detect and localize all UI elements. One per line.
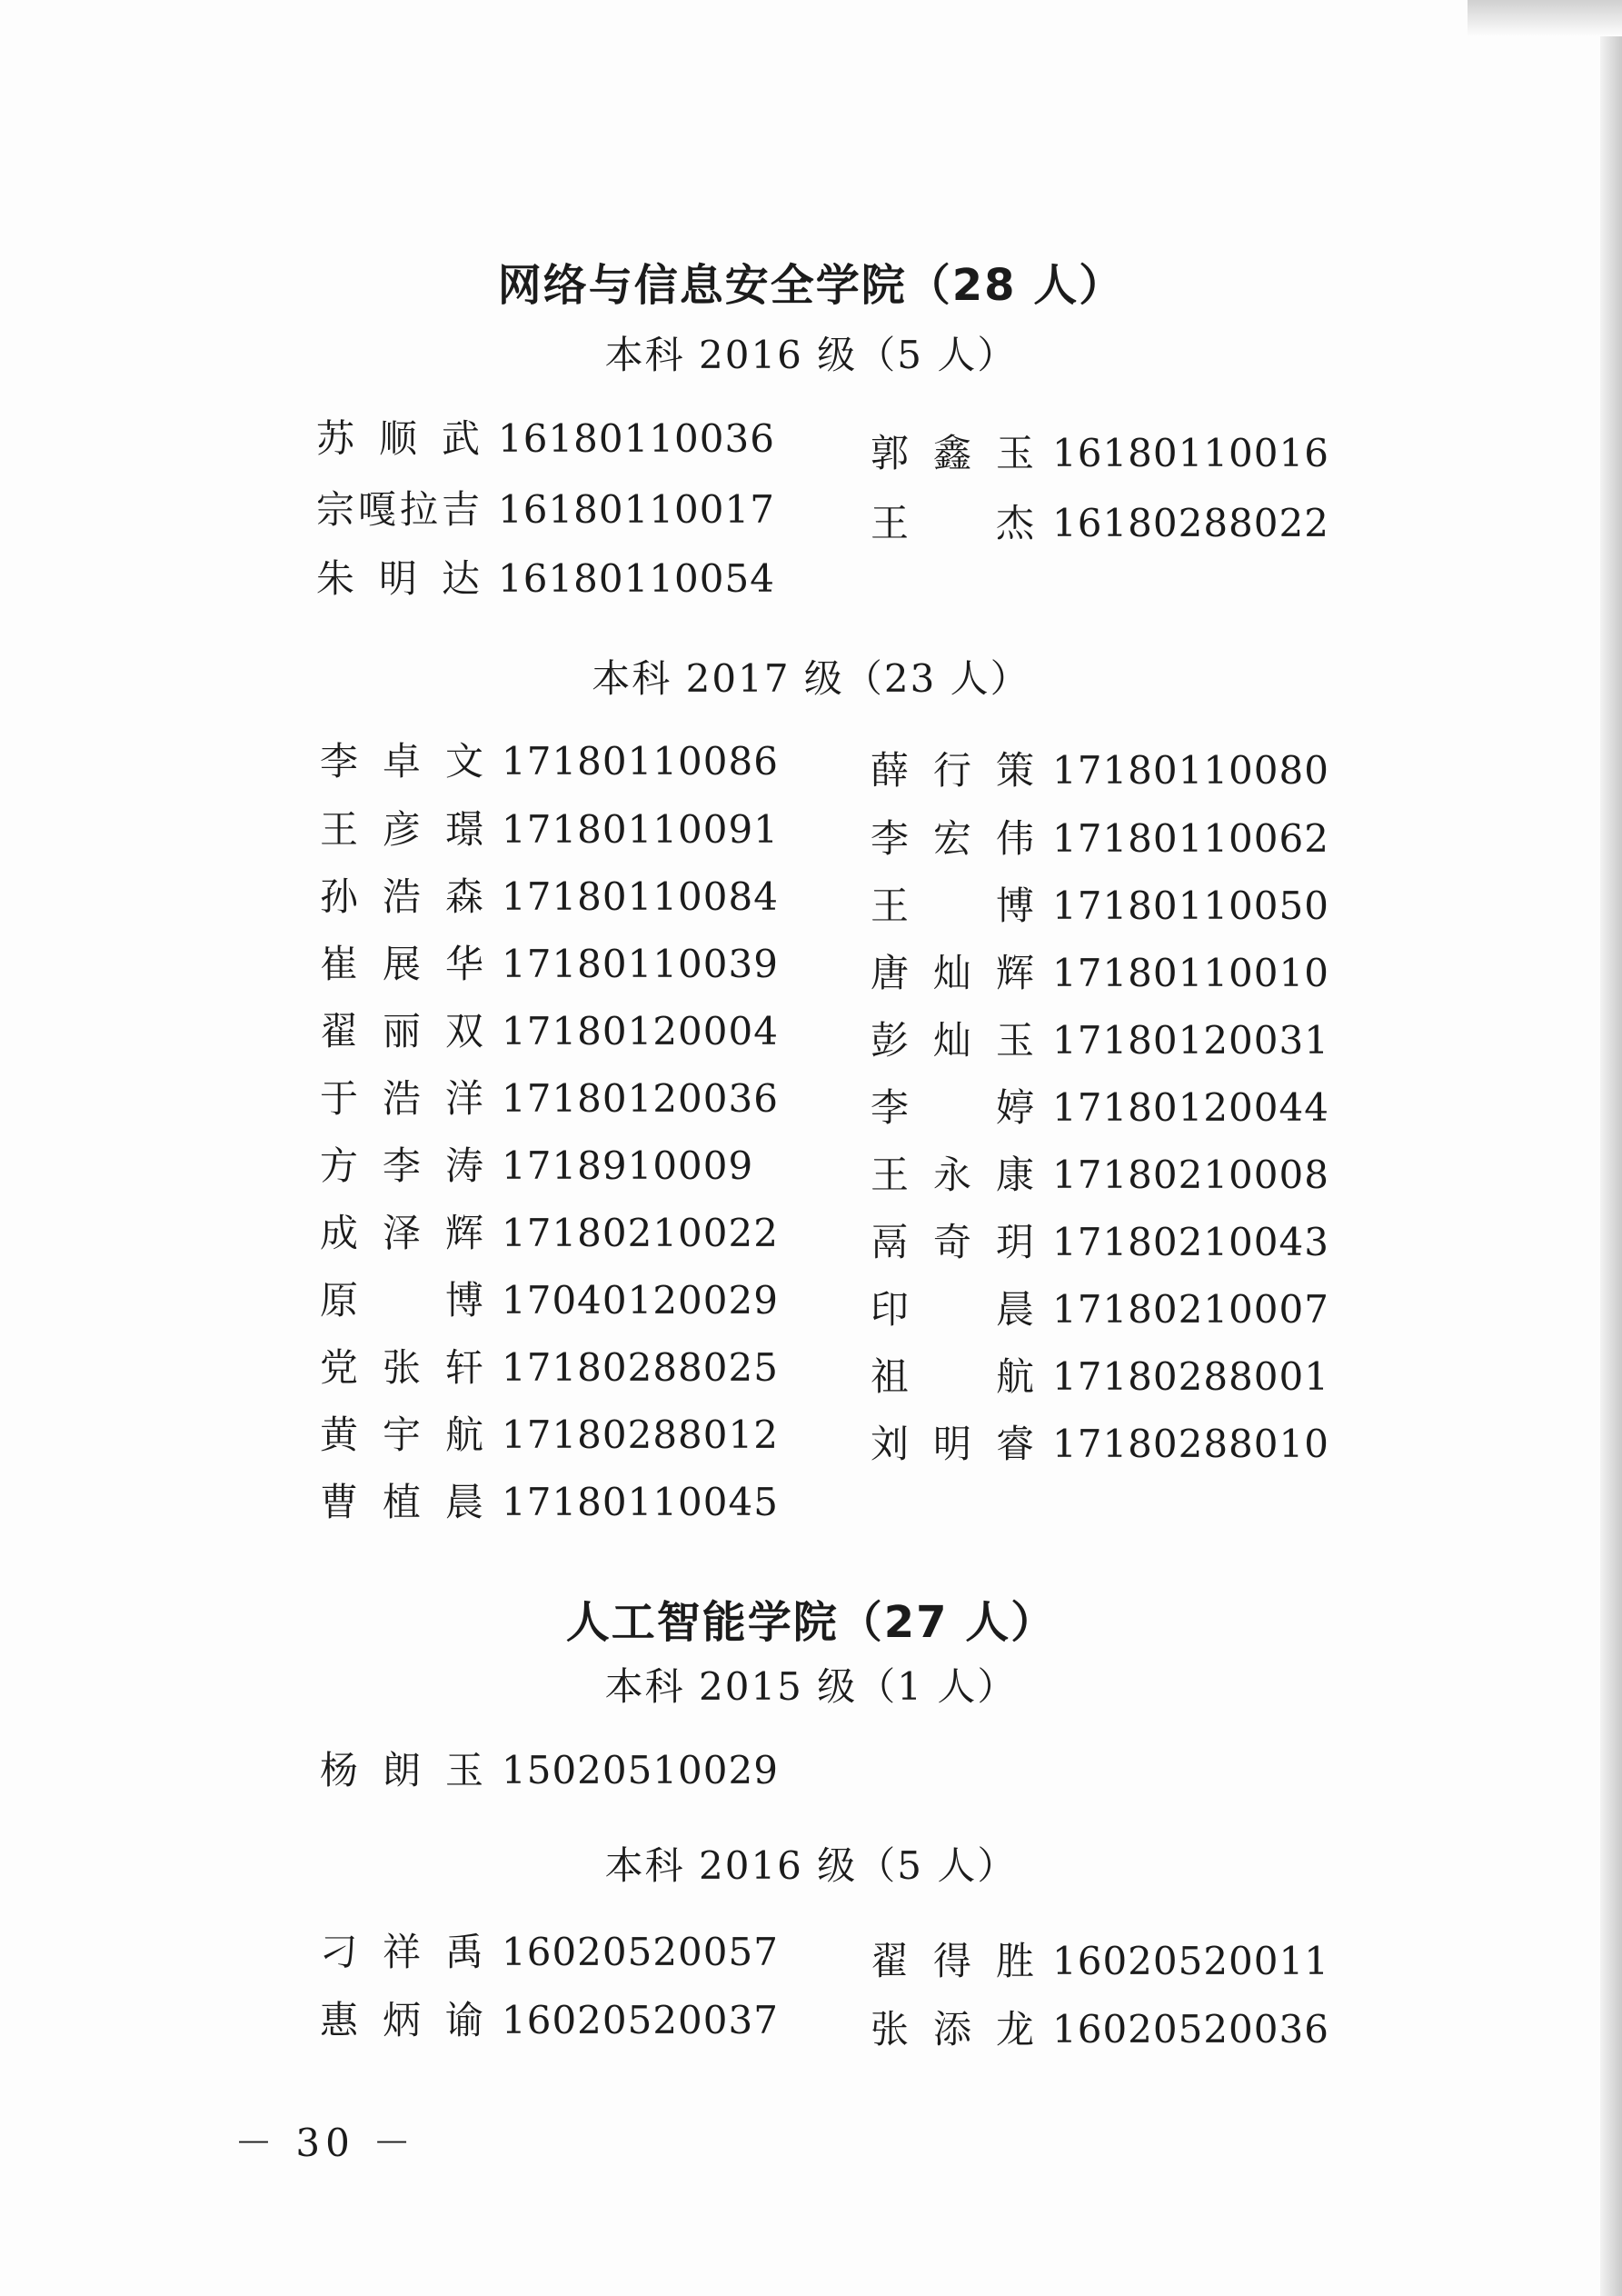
student-name: 孙浩森 — [320, 874, 485, 919]
student-name: 惠炳谕 — [320, 1998, 485, 2042]
list-item — [320, 800, 779, 854]
student-id: 16020520037 — [502, 1998, 779, 2042]
student-id: 17180110039 — [502, 942, 779, 986]
student-id: 17180288010 — [1052, 1422, 1329, 1466]
student-name: 李婷 — [871, 1085, 1036, 1130]
student-id: 1718910009 — [502, 1143, 754, 1188]
student-name: 翟得胜 — [871, 1939, 1036, 1983]
student-name: 翟丽双 — [320, 1009, 485, 1053]
student-name: 郭鑫玉 — [871, 431, 1036, 475]
group-title: 本科 2015 级（1 人） — [604, 1664, 1018, 1709]
student-id: 17180110050 — [1052, 883, 1329, 928]
list-item — [871, 424, 1329, 478]
student-id: 16020520011 — [1052, 1939, 1329, 1983]
section-title: 网络与信息安全学院（28 人） — [497, 260, 1125, 311]
student-id: 17180120004 — [502, 1009, 779, 1053]
student-name: 苏顺武 — [316, 416, 482, 461]
list-item — [320, 1271, 779, 1325]
student-id: 17180110084 — [502, 874, 779, 919]
list-item — [320, 1472, 779, 1527]
list-item — [871, 1414, 1329, 1469]
list-item — [871, 494, 1329, 548]
student-name: 宗嘎拉吉 — [316, 487, 482, 532]
list-item — [320, 1922, 779, 1977]
list-item — [320, 1002, 779, 1056]
list-item — [316, 409, 775, 464]
page-corner-shadow — [1468, 0, 1622, 36]
student-id: 17180288012 — [502, 1413, 779, 1457]
group-title: 本科 2017 级（23 人） — [592, 656, 1030, 701]
student-id: 16020520057 — [502, 1930, 779, 1974]
list-item — [316, 480, 775, 534]
list-item — [320, 934, 779, 989]
list-item — [320, 1069, 779, 1123]
list-item — [871, 809, 1329, 863]
student-name: 刘明睿 — [871, 1422, 1036, 1466]
student-id: 17180210022 — [502, 1211, 779, 1255]
student-name: 黄宇航 — [320, 1413, 485, 1457]
student-name: 成泽辉 — [320, 1211, 485, 1255]
student-name: 唐灿辉 — [871, 951, 1036, 995]
list-item — [871, 1932, 1329, 1986]
student-id: 17180288001 — [1052, 1354, 1329, 1399]
list-item — [871, 876, 1329, 931]
list-item — [871, 943, 1329, 998]
student-id: 17180110086 — [502, 739, 779, 784]
student-id: 17180120036 — [502, 1076, 779, 1121]
student-name: 王彦璟 — [320, 807, 485, 852]
student-name: 祖航 — [871, 1354, 1036, 1399]
student-id: 16180288022 — [1052, 501, 1329, 545]
list-item — [320, 1991, 779, 2045]
student-name: 党张轩 — [320, 1345, 485, 1390]
list-item — [320, 732, 779, 786]
student-id: 16180110017 — [498, 487, 775, 532]
student-name: 曹植晨 — [320, 1480, 485, 1524]
list-item — [320, 1203, 779, 1258]
student-name: 方李涛 — [320, 1143, 485, 1188]
section-title: 人工智能学院（27 人） — [565, 1597, 1057, 1648]
list-item — [871, 741, 1329, 795]
group-title: 本科 2016 级（5 人） — [604, 333, 1018, 377]
student-id: 16020520036 — [1052, 2007, 1329, 2051]
student-id: 16180110054 — [498, 556, 775, 601]
student-id: 17180110010 — [1052, 951, 1329, 995]
list-item — [871, 1213, 1329, 1267]
list-item — [320, 1338, 779, 1393]
student-id: 17180120044 — [1052, 1085, 1329, 1130]
student-name: 王博 — [871, 883, 1036, 928]
student-id: 17180110091 — [502, 807, 779, 852]
page-number: － 30 － — [234, 2121, 417, 2165]
student-id: 16180110016 — [1052, 431, 1329, 475]
list-item — [871, 1280, 1329, 1334]
student-name: 李宏伟 — [871, 816, 1036, 861]
student-id: 17180110062 — [1052, 816, 1329, 861]
student-id: 15020510029 — [502, 1748, 779, 1792]
student-name: 王杰 — [871, 501, 1036, 545]
student-name: 刁祥禹 — [320, 1930, 485, 1974]
student-name: 鬲奇玥 — [871, 1220, 1036, 1264]
student-name: 印晨 — [871, 1287, 1036, 1332]
student-name: 张添龙 — [871, 2007, 1036, 2051]
student-id: 17180210043 — [1052, 1220, 1329, 1264]
student-id: 17040120029 — [502, 1278, 779, 1323]
list-item — [871, 1145, 1329, 1200]
student-name: 原博 — [320, 1278, 485, 1323]
group-title: 本科 2016 级（5 人） — [604, 1843, 1018, 1888]
student-name: 彭灿玉 — [871, 1018, 1036, 1063]
student-id: 17180288025 — [502, 1345, 779, 1390]
list-item — [316, 549, 775, 604]
student-name: 朱明达 — [316, 556, 482, 601]
student-name: 杨朗玉 — [320, 1748, 485, 1792]
student-id: 17180110045 — [502, 1480, 779, 1524]
list-item — [320, 1136, 753, 1191]
list-item — [320, 1405, 779, 1460]
student-id: 17180210007 — [1052, 1287, 1329, 1332]
student-name: 崔展华 — [320, 942, 485, 986]
list-item — [320, 867, 779, 922]
list-item — [871, 1078, 1329, 1133]
student-id: 17180120031 — [1052, 1018, 1329, 1063]
student-name: 薛行策 — [871, 748, 1036, 793]
list-item — [320, 1741, 779, 1795]
student-name: 李卓文 — [320, 739, 485, 784]
list-item — [871, 1011, 1329, 1065]
student-id: 17180110080 — [1052, 748, 1329, 793]
student-name: 王永康 — [871, 1153, 1036, 1197]
list-item — [871, 2000, 1329, 2054]
student-id: 17180210008 — [1052, 1153, 1329, 1197]
student-name: 于浩洋 — [320, 1076, 485, 1121]
list-item — [871, 1347, 1329, 1402]
student-id: 16180110036 — [498, 416, 775, 461]
